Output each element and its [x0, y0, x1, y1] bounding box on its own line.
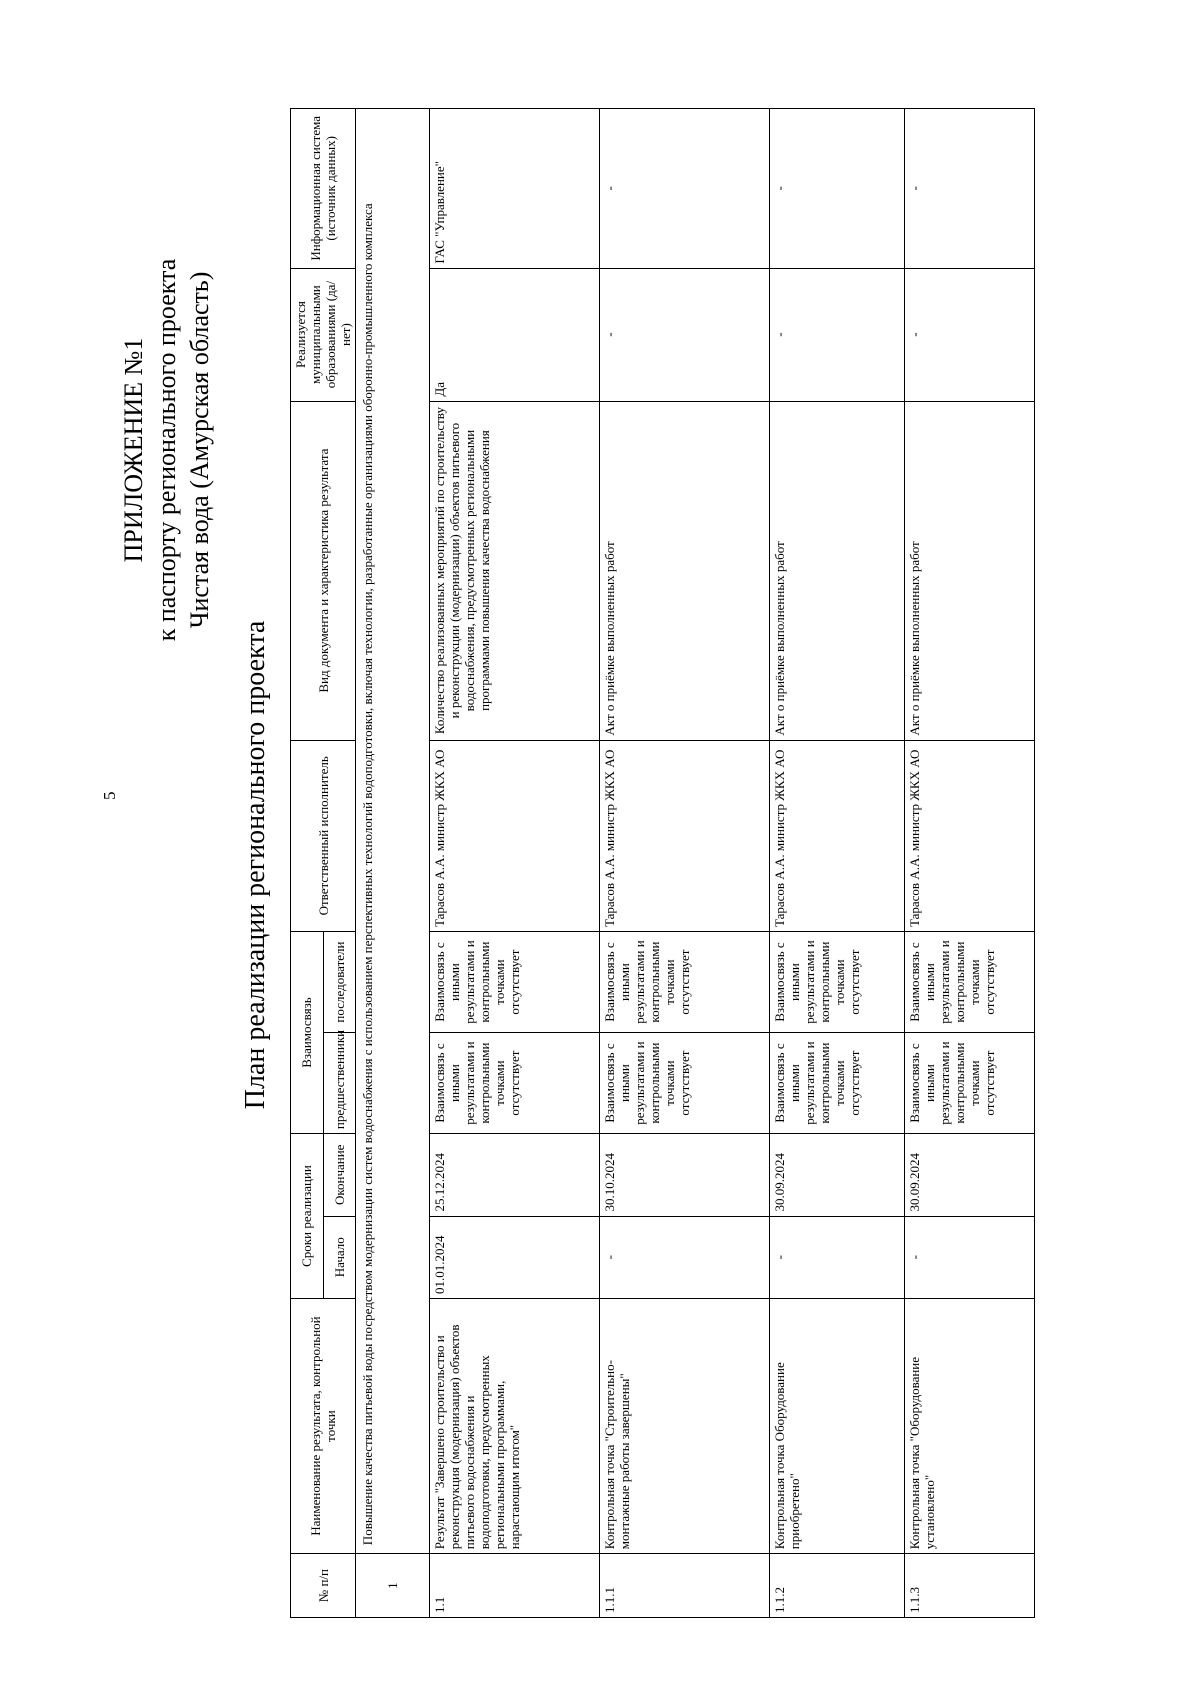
appendix-title: ПРИЛОЖЕНИЕ №1 [119, 337, 148, 563]
row-executor: Тарасов А.А. министр ЖКХ АО [905, 740, 1035, 931]
row-successors: Взаимосвязь с иными результатами и контрольными точками отсутствует [905, 932, 1035, 1033]
row-predecessors: Взаимосвязь с иными результатами и контрольными точками отсутствует [600, 1033, 770, 1134]
row-info-system: ГАС "Управление" [430, 109, 600, 269]
row-executor: Тарасов А.А. министр ЖКХ АО [600, 740, 770, 931]
row-successors: Взаимосвязь с иными результатами и контрольными точками отсутствует [600, 932, 770, 1033]
col-successors: последователи [323, 932, 356, 1033]
row-successors: Взаимосвязь с иными результатами и контрольными точками отсутствует [770, 932, 905, 1033]
row-municipal: - [600, 268, 770, 401]
section-num: 1 [356, 1554, 430, 1618]
rotated-page [100, 110, 1135, 1620]
section-row [356, 109, 430, 1618]
project-name: Чистая вода (Амурская область) [185, 271, 214, 629]
table-row [430, 109, 600, 1618]
row-name: Контрольная точка Оборудование приобретено" [770, 1298, 905, 1553]
row-start: - [600, 1216, 770, 1298]
row-doc: Количество реализованных мероприятий по строительству и реконструкции (модернизации) объектов питьевого водоснабжения, предусмотренных региональными программами повышения качества водоснабжения [430, 401, 600, 740]
row-num: 1.1 [430, 1554, 600, 1618]
row-end: 30.09.2024 [905, 1134, 1035, 1216]
plan-table [290, 108, 1035, 1618]
row-num: 1.1.2 [770, 1554, 905, 1618]
col-doc: Вид документа и характеристика результата [291, 401, 356, 740]
row-start: - [905, 1216, 1035, 1298]
row-executor: Тарасов А.А. министр ЖКХ АО [430, 740, 600, 931]
appendix-subtitle: к паспорту регионального проекта [152, 258, 181, 642]
appendix-header [117, 140, 216, 760]
row-name: Контрольная точка "Оборудование установлено" [905, 1298, 1035, 1553]
row-start: - [770, 1216, 905, 1298]
plan-title: План реализации регионального проекта [240, 620, 271, 1110]
row-num: 1.1.3 [905, 1554, 1035, 1618]
row-end: 25.12.2024 [430, 1134, 600, 1216]
row-municipal: - [905, 268, 1035, 401]
row-info-system: - [600, 109, 770, 269]
col-name: Наименование результата, контрольной точки [291, 1298, 356, 1553]
row-doc: Акт о приёмке выполненных работ [905, 401, 1035, 740]
row-municipal: Да [430, 268, 600, 401]
row-predecessors: Взаимосвязь с иными результатами и контрольными точками отсутствует [430, 1033, 600, 1134]
row-end: 30.10.2024 [600, 1134, 770, 1216]
col-info-system: Информационная система (источник данных) [291, 109, 356, 269]
row-doc: Акт о приёмке выполненных работ [600, 401, 770, 740]
row-end: 30.09.2024 [770, 1134, 905, 1216]
col-deadlines: Сроки реализации [291, 1134, 324, 1299]
col-end: Окончание [323, 1134, 356, 1216]
row-doc: Акт о приёмке выполненных работ [770, 401, 905, 740]
table-row [770, 109, 905, 1618]
table-row [600, 109, 770, 1618]
row-successors: Взаимосвязь с иными результатами и контрольными точками отсутствует [430, 932, 600, 1033]
row-predecessors: Взаимосвязь с иными результатами и контрольными точками отсутствует [905, 1033, 1035, 1134]
row-start: 01.01.2024 [430, 1216, 600, 1298]
col-municipal: Реализуется муниципальными образованиями (да/нет) [291, 268, 356, 401]
row-predecessors: Взаимосвязь с иными результатами и контрольными точками отсутствует [770, 1033, 905, 1134]
header-row-1 [291, 109, 324, 1618]
row-info-system: - [770, 109, 905, 269]
col-num: № п/п [291, 1554, 356, 1618]
col-relation: Взаимосвязь [291, 932, 324, 1134]
row-info-system: - [905, 109, 1035, 269]
page-number: 5 [100, 791, 119, 800]
section-text: Повышение качества питьевой воды посредством модернизации систем водоснабжения с использованием перспективных технологий водоподготовки, включая технологии, разработанные организациями оборонно-промышленного комплекса [356, 109, 430, 1554]
table-row [905, 109, 1035, 1618]
row-name: Контрольная точка "Строительно-монтажные работы завершены" [600, 1298, 770, 1553]
col-predecessors: предшественники [323, 1033, 356, 1134]
row-executor: Тарасов А.А. министр ЖКХ АО [770, 740, 905, 931]
row-municipal: - [770, 268, 905, 401]
row-num: 1.1.1 [600, 1554, 770, 1618]
col-start: Начало [323, 1216, 356, 1298]
row-name: Результат "Завершено строительство и реконструкция (модернизация) объектов питьевого водоснабжения и водоподготовки, предусмотренных региональными программами, нарастающим итогом" [430, 1298, 600, 1553]
col-executor: Ответственный исполнитель [291, 740, 356, 931]
